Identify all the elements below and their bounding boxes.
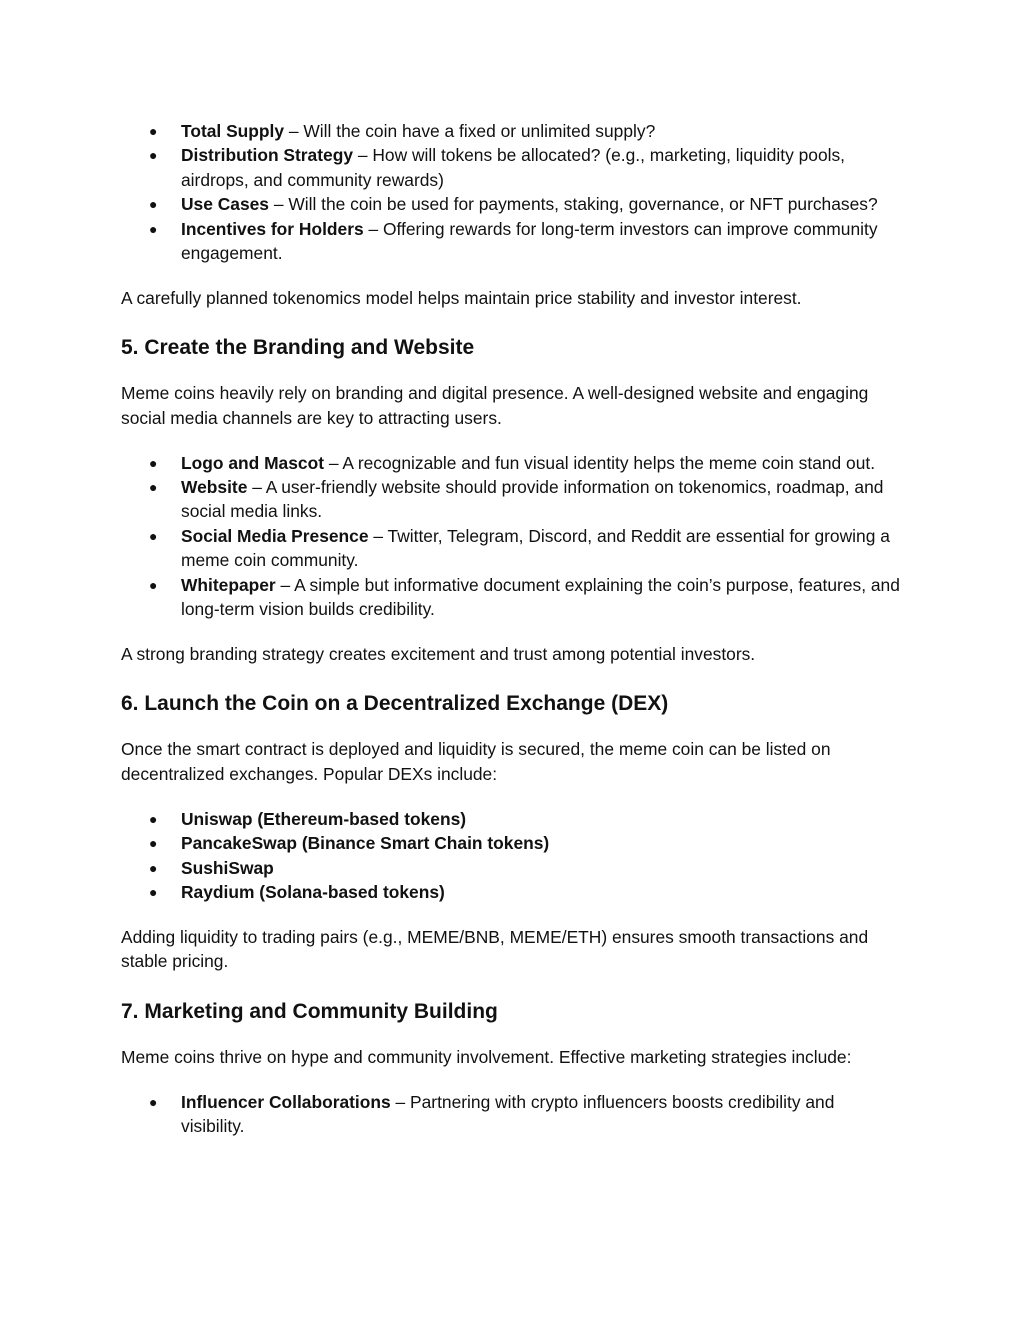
list-item bbox=[121, 217, 901, 266]
section-5-intro: Meme coins heavily rely on branding and digital presence. A well-designed website and engaging social media channels are key to attracting users. bbox=[121, 383, 869, 428]
list-item-term: Logo and Mascot bbox=[181, 452, 324, 473]
bullet-icon: ● bbox=[149, 147, 158, 164]
bullet-icon: ● bbox=[149, 859, 158, 876]
bullet-icon: ● bbox=[149, 123, 158, 139]
list-item-text: Uniswap (Ethereum-based tokens) bbox=[181, 808, 467, 829]
bullet-icon: ● bbox=[149, 883, 158, 900]
section-5-heading: 5. Create the Branding and Website bbox=[121, 336, 475, 360]
bullet-icon: ● bbox=[149, 1093, 158, 1110]
list-item-text: – Twitter, Telegram, Discord, and Reddit are essential for growing a meme coin community. bbox=[181, 525, 890, 571]
list-item-text: Raydium (Solana-based tokens) bbox=[181, 881, 445, 902]
bullet-icon: ● bbox=[149, 576, 158, 593]
section-6-intro: Once the smart contract is deployed and liquidity is secured, the meme coin can be listed on decentralized exchanges. Popular DEXs include: bbox=[121, 739, 831, 784]
section-6-conclusion: Adding liquidity to trading pairs (e.g., MEME/BNB, MEME/ETH) ensures smooth transactions and stable pricing. bbox=[121, 926, 869, 972]
list-item-term: Incentives for Holders bbox=[181, 218, 364, 239]
list-item-text: – Will the coin be used for payments, staking, governance, or NFT purchases? bbox=[268, 194, 878, 215]
list-item-text: – A recognizable and fun visual identity helps the meme coin stand out. bbox=[324, 452, 876, 473]
list-item-term: Website bbox=[181, 477, 248, 498]
section-7-heading: 7. Marketing and Community Building bbox=[121, 999, 498, 1023]
list-item bbox=[121, 573, 901, 622]
list-item bbox=[121, 880, 901, 904]
list-item-text: – A user-friendly website should provide information on tokenomics, roadmap, and social media links. bbox=[181, 477, 884, 522]
list-item-text: – Offering rewards for long-term investors can improve community engagement. bbox=[181, 218, 878, 264]
marketing-list bbox=[121, 1090, 901, 1139]
bullet-icon: ● bbox=[149, 454, 158, 471]
bullet-icon: ● bbox=[149, 810, 158, 827]
list-item bbox=[121, 475, 901, 524]
tokenomics-list bbox=[121, 119, 901, 265]
list-item bbox=[121, 1090, 901, 1139]
section-7-intro: Meme coins thrive on hype and community involvement. Effective marketing strategies include: bbox=[121, 1046, 852, 1067]
bullet-icon: ● bbox=[149, 220, 158, 237]
bullet-icon: ● bbox=[149, 527, 158, 544]
list-item bbox=[121, 807, 901, 831]
list-item bbox=[121, 192, 901, 216]
list-item-text: PancakeSwap (Binance Smart Chain tokens) bbox=[181, 833, 550, 854]
list-item-text: – A simple but informative document explaining the coin’s purpose, features, and long-term vision builds credibility. bbox=[181, 574, 900, 620]
list-item bbox=[121, 119, 901, 143]
list-item-term: Total Supply bbox=[181, 121, 285, 141]
bullet-icon: ● bbox=[149, 479, 158, 496]
tokenomics-conclusion: A carefully planned tokenomics model helps maintain price stability and investor interest. bbox=[121, 287, 802, 308]
list-item-text: – Partnering with crypto influencers boosts credibility and visibility. bbox=[181, 1091, 835, 1136]
list-item-text: SushiSwap bbox=[181, 857, 274, 878]
list-item bbox=[121, 451, 901, 475]
list-item bbox=[121, 524, 901, 573]
list-item bbox=[121, 831, 901, 855]
list-item-term: Distribution Strategy bbox=[181, 145, 353, 166]
section-5-conclusion: A strong branding strategy creates excitement and trust among potential investors. bbox=[121, 644, 756, 664]
bullet-icon: ● bbox=[149, 835, 158, 852]
list-item-text: – How will tokens be allocated? (e.g., marketing, liquidity pools, airdrops, and community rewards) bbox=[181, 145, 846, 190]
document-page bbox=[121, 119, 901, 1138]
list-item-text: – Will the coin have a fixed or unlimited supply? bbox=[284, 121, 656, 141]
section-6-heading: 6. Launch the Coin on a Decentralized Exchange (DEX) bbox=[121, 692, 669, 716]
dex-list bbox=[121, 807, 901, 905]
list-item-term: Social Media Presence bbox=[181, 525, 369, 546]
branding-list bbox=[121, 451, 901, 622]
list-item-term: Influencer Collaborations bbox=[181, 1091, 391, 1112]
list-item-term: Whitepaper bbox=[181, 574, 276, 595]
list-item bbox=[121, 856, 901, 880]
list-item bbox=[121, 143, 901, 192]
list-item-term: Use Cases bbox=[181, 194, 269, 215]
bullet-icon: ● bbox=[149, 196, 158, 213]
